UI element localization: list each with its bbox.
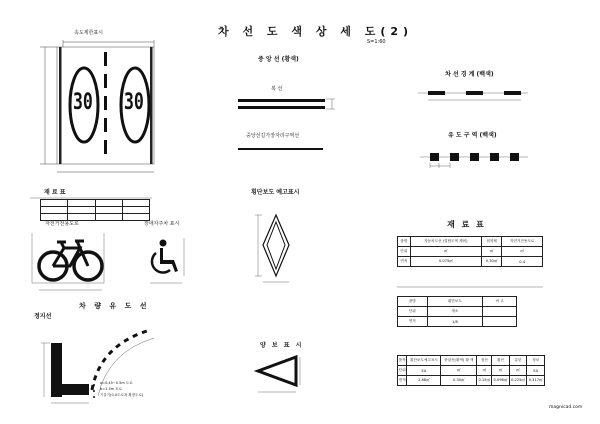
center-line-label: 중 앙 선 (황색) (258, 56, 299, 63)
double-line-label: 복 선 (271, 86, 283, 92)
lane-edge-left (59, 47, 62, 164)
lane-guide-label: 차 량 유 도 선 (79, 302, 150, 310)
scale-label: S=1:60 (367, 39, 386, 45)
small-materials-table (40, 199, 150, 221)
small-materials-title: 재 료 표 (44, 189, 66, 196)
yield-triangle (258, 357, 296, 385)
materials-table-1: 품명 자동차도선 (결합도색 제외) 접착제 자전거전용도로 단위 ㎡ ㎡ ㎡ 면적 0.075㎡ 0.30㎡ 0.4 (397, 236, 543, 267)
footer-watermark: magnicad.com (549, 405, 583, 410)
speed-value-right: 30 (124, 90, 144, 115)
stop-line-label: 정지선 (34, 313, 52, 320)
speed-value-left: 30 (73, 90, 93, 115)
main-materials-title: 재 료 표 (447, 220, 486, 229)
bicycle-label: 자전거전용도로 (45, 221, 79, 227)
guide-note-3: 기울기(0.0도로폭 확장도로) (100, 393, 144, 397)
sheet-title: 차 선 도 색 상 세 도(2) (218, 25, 414, 38)
lane-boundary-label: 차 선 경 계 (백색) (445, 71, 494, 78)
guide-note-1: a=0.45~0.5m 도로 (100, 381, 133, 385)
materials-table-3: 품목 횡단보도예고표시 중앙선(황색) 황 색 점선 횡선 유턴 정보 단위 EA ㎡ ㎡ ㎡ ㎡ EA 면적 2.88㎡ 0.30㎡ 0.15㎡ 0.096㎡ 0.225㎡ 0.317㎡ (397, 355, 545, 386)
crosswalk-notice-label: 횡단보도 예고표시 (251, 189, 300, 196)
center-edge-line (238, 148, 323, 150)
center-double-line-2 (238, 106, 325, 109)
center-double-line-1 (238, 99, 325, 102)
guide-zone-label: 유 도 구 역 (백색) (448, 132, 497, 139)
center-dashes (104, 52, 107, 154)
lane-boundary-dashes (428, 91, 521, 95)
disabled-parking-label: 장애자주차 표시 (144, 221, 180, 227)
stop-line-horizontal (51, 384, 89, 395)
materials-table-2: 품명 횡단보도 비 고 단위 개소 면적 1/8 (397, 296, 517, 327)
disabled-symbol (152, 240, 178, 273)
center-edge-label: 중앙선길가장자리구역선 (246, 133, 300, 139)
yield-label: 양 보 표 시 (260, 342, 304, 349)
speed-sign-label: 속도제한표시 (74, 30, 103, 36)
guide-note-2: b=1.5m 도로 (100, 387, 123, 391)
